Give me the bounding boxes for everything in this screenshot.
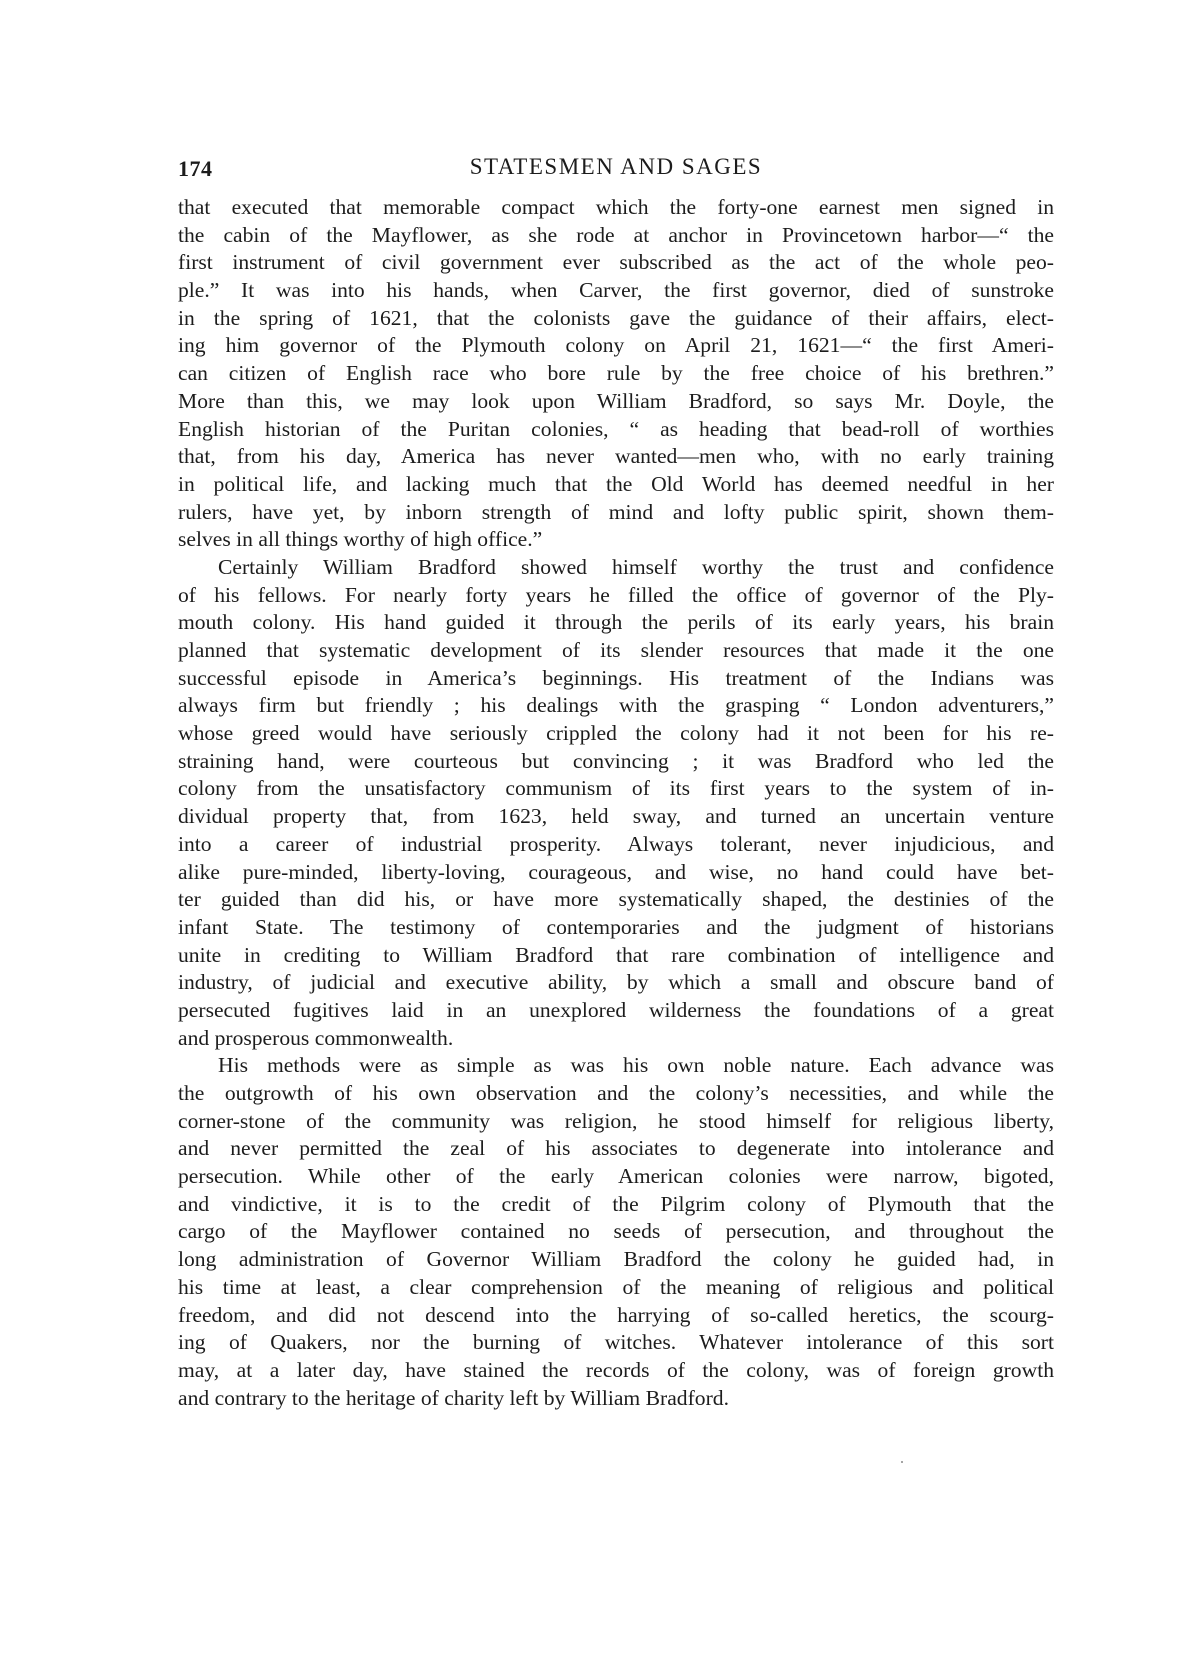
text-line: selves in all things worthy of high office.” <box>178 527 543 552</box>
paragraph-2 <box>178 554 1054 1052</box>
text-line: of his fellows. For nearly forty years he filled the office of governor of the Ply- <box>178 582 1054 607</box>
text-line: ing of Quakers, nor the burning of witches. Whatever intolerance of this sort <box>178 1330 1054 1355</box>
page-number: 174 <box>178 156 213 181</box>
text-line: first instrument of civil government ever subscribed as the act of the whole peo- <box>178 250 1054 275</box>
text-line: and vindictive, it is to the credit of the Pilgrim colony of Plymouth that the <box>178 1191 1054 1216</box>
text-line: unite in crediting to William Bradford that rare combination of intelligence and <box>178 942 1054 967</box>
text-line: infant State. The testimony of contemporaries and the judgment of historians <box>178 914 1054 939</box>
text-line: persecution. While other of the early American colonies were narrow, bigoted, <box>178 1164 1054 1189</box>
text-line: ter guided than did his, or have more systematically shaped, the destinies of the <box>178 887 1054 912</box>
text-line: whose greed would have seriously crippled the colony had it not been for his re- <box>178 721 1054 746</box>
text-line: corner-stone of the community was religion, he stood himself for religious liberty, <box>178 1108 1054 1133</box>
text-line: in the spring of 1621, that the colonists gave the guidance of their affairs, elect- <box>178 305 1054 330</box>
text-line: successful episode in America’s beginnings. His treatment of the Indians was <box>178 665 1054 690</box>
body-text <box>178 194 1054 1412</box>
paragraph-1 <box>178 194 1054 554</box>
text-line: may, at a later day, have stained the records of the colony, was of foreign growth <box>178 1357 1054 1382</box>
text-line: More than this, we may look upon William Bradford, so says Mr. Doyle, the <box>178 388 1054 413</box>
text-line: and contrary to the heritage of charity left by William Bradford. <box>178 1385 729 1410</box>
text-line: English historian of the Puritan colonies, “ as heading that bead-roll of worthies <box>178 416 1054 441</box>
text-line: into a career of industrial prosperity. Always tolerant, never injudicious, and <box>178 831 1054 856</box>
running-head <box>178 152 1054 186</box>
text-line: that, from his day, America has never wanted—men who, with no early training <box>178 444 1054 469</box>
text-line: his time at least, a clear comprehension of the meaning of religious and political <box>178 1274 1054 1299</box>
running-title: STATESMEN AND SAGES <box>469 154 763 179</box>
text-line: ple.” It was into his hands, when Carver, the first governor, died of sunstroke <box>178 278 1054 303</box>
text-line: cargo of the Mayflower contained no seeds of persecution, and throughout the <box>178 1219 1054 1244</box>
text-line: mouth colony. His hand guided it through the perils of its early years, his brain <box>178 610 1054 635</box>
text-line: His methods were as simple as was his own noble nature. Each advance was <box>218 1053 1054 1078</box>
text-line: and never permitted the zeal of his associates to degenerate into intolerance and <box>178 1136 1054 1161</box>
text-line: always firm but friendly ; his dealings with the grasping “ London adventurers,” <box>178 693 1054 718</box>
text-line: the cabin of the Mayflower, as she rode at anchor in Provincetown harbor—“ the <box>178 222 1054 247</box>
text-line: in political life, and lacking much that the Old World has deemed needful in her <box>178 471 1054 496</box>
text-line: rulers, have yet, by inborn strength of mind and lofty public spirit, shown them- <box>178 499 1054 524</box>
text-line: straining hand, were courteous but convincing ; it was Bradford who led the <box>178 748 1054 773</box>
paper-speck <box>901 1461 903 1463</box>
text-line: and prosperous commonwealth. <box>178 1025 454 1050</box>
text-line: can citizen of English race who bore rule by the free choice of his brethren.” <box>178 361 1054 386</box>
text-line: alike pure-minded, liberty-loving, courageous, and wise, no hand could have bet- <box>178 859 1054 884</box>
text-line: persecuted fugitives laid in an unexplored wilderness the foundations of a great <box>178 997 1054 1022</box>
text-line: planned that systematic development of its slender resources that made it the one <box>178 638 1054 662</box>
text-line: colony from the unsatisfactory communism of its first years to the system of in- <box>178 776 1054 801</box>
paragraph-3 <box>178 1052 1054 1412</box>
text-line: freedom, and did not descend into the harrying of so-called heretics, the scourg- <box>178 1302 1054 1327</box>
text-line: dividual property that, from 1623, held sway, and turned an uncertain venture <box>178 804 1054 829</box>
text-line: ing him governor of the Plymouth colony on April 21, 1621—“ the first Ameri- <box>178 333 1054 358</box>
text-line: that executed that memorable compact which the forty-one earnest men signed in <box>178 195 1054 219</box>
text-line: Certainly William Bradford showed himself worthy the trust and confidence <box>218 554 1054 579</box>
text-line: long administration of Governor William Bradford the colony he guided had, in <box>178 1247 1054 1272</box>
text-line: the outgrowth of his own observation and the colony’s necessities, and while the <box>178 1081 1054 1105</box>
text-line: industry, of judicial and executive ability, by which a small and obscure band of <box>178 970 1054 995</box>
